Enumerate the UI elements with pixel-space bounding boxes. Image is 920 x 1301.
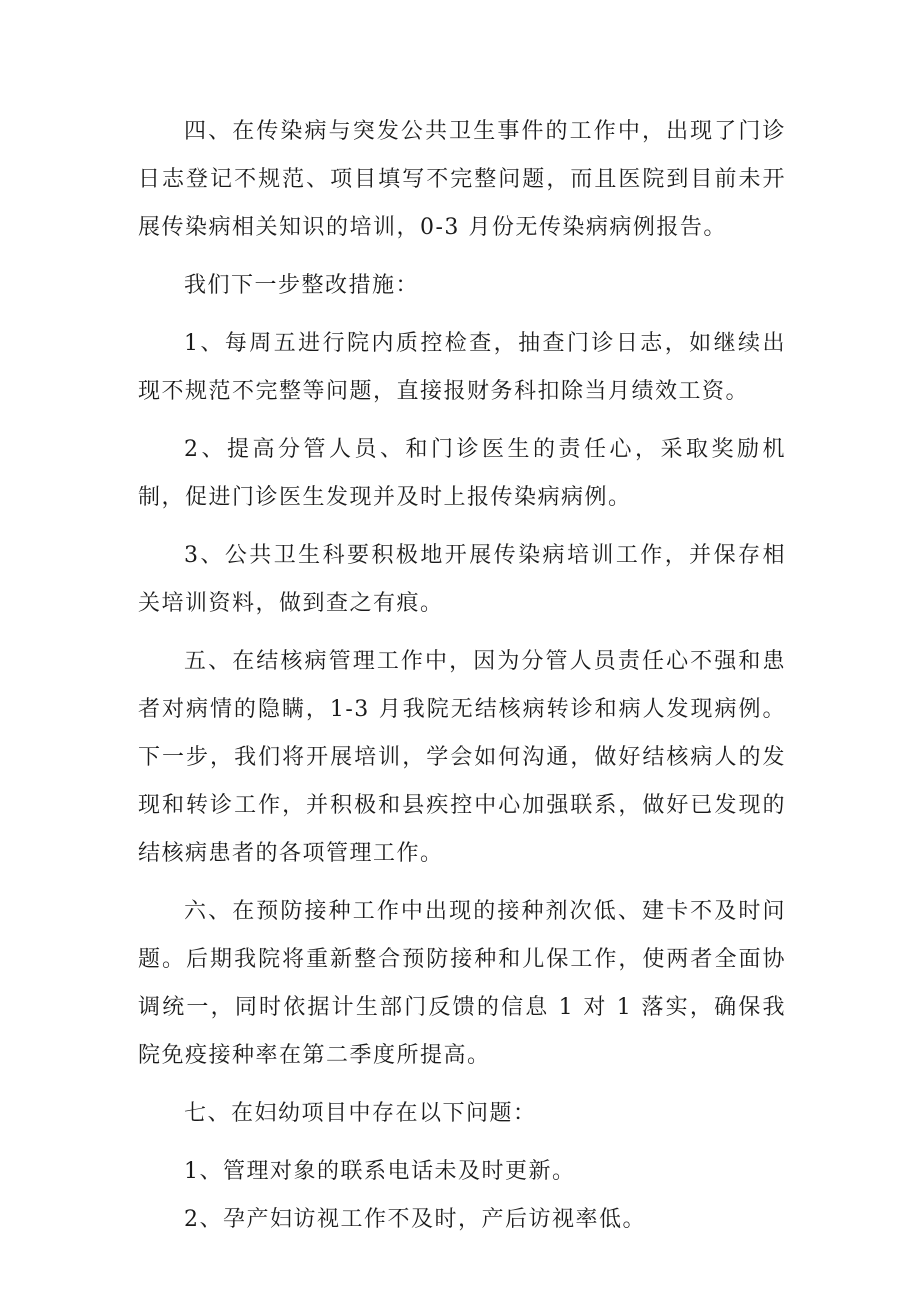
paragraph-vaccination: 六、在预防接种工作中出现的接种剂次低、建卡不及时问题。后期我院将重新整合预防接种和儿保工作，使两者全面协调统一，同时依据计生部门反馈的信息 1 对 1 落实，确保我院免疫接种率在第二季度所提高。 [138,899,786,1068]
paragraph-maternal-issue-1: 1、管理对象的联系电话未及时更新。 [184,1159,576,1184]
paragraph-maternal-child-heading: 七、在妇幼项目中存在以下问题： [184,1101,537,1126]
paragraph-tuberculosis: 五、在结核病管理工作中，因为分管人员责任心不强和患者对病情的隐瞒，1-3 月我院无结核病转诊和病人发现病例。下一步，我们将开展培训，学会如何沟通，做好结核病人的发现和转诊工作，并积极和县疾控中心加强联系，做好已发现的结核病患者的各项管理工作。 [138,649,786,866]
paragraph-infectious-disease: 四、在传染病与突发公共卫生事件的工作中，出现了门诊日志登记不规范、项目填写不完整问题，而且医院到目前未开展传染病相关知识的培训，0-3 月份无传染病病例报告。 [138,119,786,240]
document-body [138,108,786,1244]
paragraph-maternal-issue-2: 2、孕产妇访视工作不及时，产后访视率低。 [184,1207,646,1232]
paragraph-measure-3: 3、公共卫生科要积极地开展传染病培训工作，并保存相关培训资料，做到查之有痕。 [138,543,786,616]
paragraph-measure-2: 2、提高分管人员、和门诊医生的责任心，采取奖励机制，促进门诊医生发现并及时上报传染病病例。 [138,437,786,510]
paragraph-measure-1: 1、每周五进行院内质控检查，抽查门诊日志，如继续出现不规范不完整等问题，直接报财务科扣除当月绩效工资。 [138,331,786,404]
paragraph-next-steps-heading: 我们下一步整改措施： [184,273,420,298]
